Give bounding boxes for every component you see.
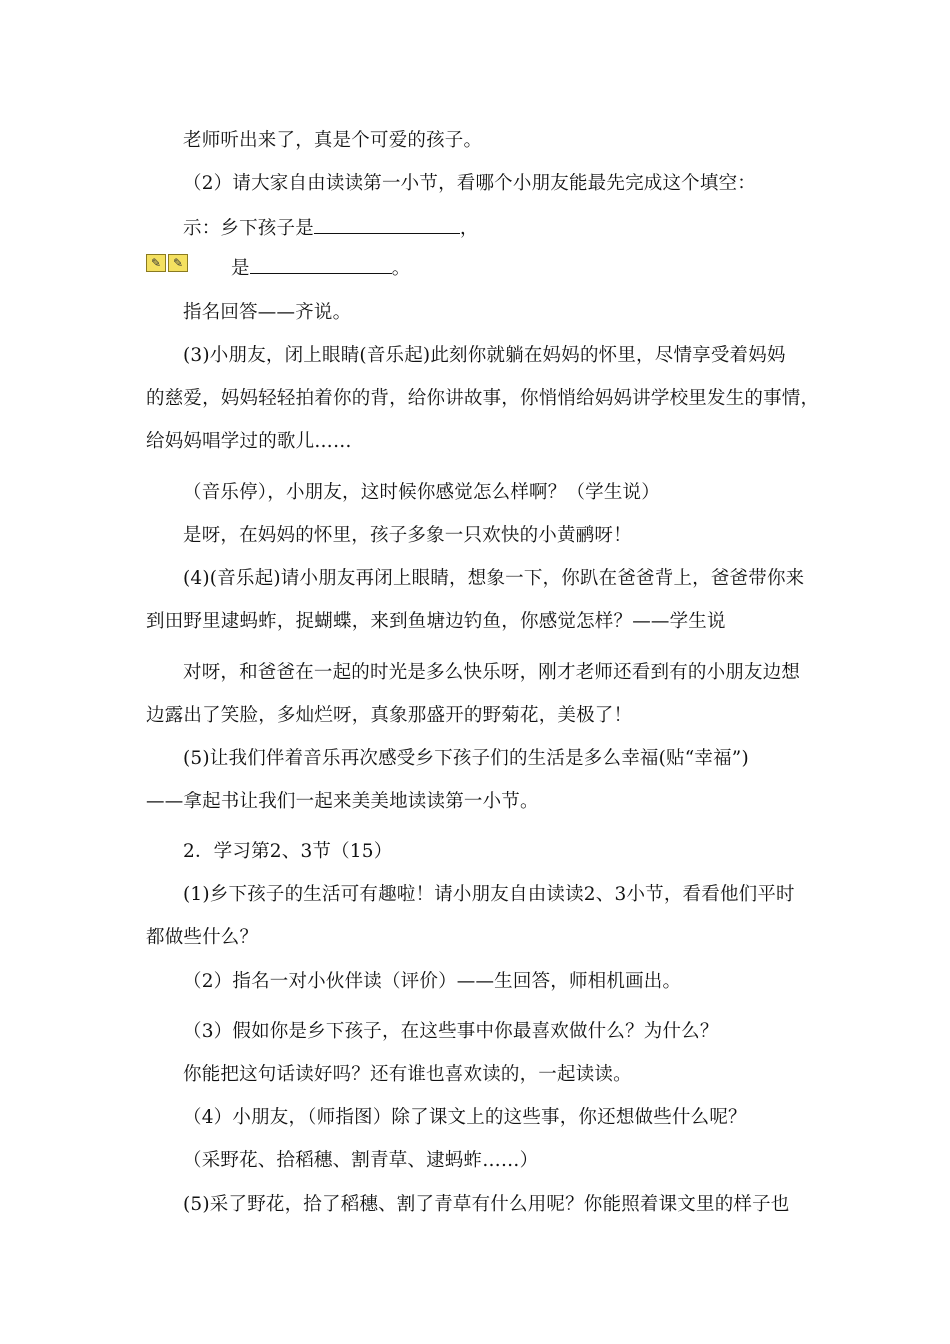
text-line: 到田野里逮蚂蚱，捉蝴蝶，来到鱼塘边钓鱼，你感觉怎样？——学生说 <box>146 611 726 632</box>
fill-blank-line-2 <box>231 255 410 281</box>
text-line: (3)小朋友，闭上眼睛(音乐起)此刻你就躺在妈妈的怀里，尽情享受着妈妈 <box>183 345 786 366</box>
blank-underline <box>250 255 392 274</box>
pencil-icon[interactable]: ✎ <box>146 254 166 272</box>
blank-underline <box>314 215 460 234</box>
text-line: 的慈爱，妈妈轻轻拍着你的背，给你讲故事，你悄悄给妈妈讲学校里发生的事情， <box>146 388 820 409</box>
pencil-icon[interactable]: ✎ <box>168 254 188 272</box>
text-line: (4)(音乐起)请小朋友再闭上眼睛，想象一下，你趴在爸爸背上，爸爸带你来 <box>183 568 805 589</box>
section-heading: 2．学习第2、3节（15） <box>183 841 393 862</box>
text-line: 你能把这句话读好吗？还有谁也喜欢读的，一起读读。 <box>183 1064 632 1085</box>
fill-blank-line-1 <box>183 215 479 241</box>
text-line: （音乐停），小朋友，这时候你感觉怎么样啊？（学生说） <box>183 482 660 503</box>
text-line: （2）请大家自由读读第一小节，看哪个小朋友能最先完成这个填空： <box>183 173 756 194</box>
text-line: 边露出了笑脸，多灿烂呀，真象那盛开的野菊花，美极了！ <box>146 705 633 726</box>
text-line: （采野花、拾稻穗、割青草、逮蚂蚱……） <box>183 1150 539 1171</box>
text-fragment: 。 <box>391 258 411 279</box>
text-line: 老师听出来了，真是个可爱的孩子。 <box>183 130 483 151</box>
text-line: ——拿起书让我们一起来美美地读读第一小节。 <box>146 791 539 812</box>
text-line: 都做些什么？ <box>146 927 259 948</box>
edit-icons[interactable] <box>146 254 190 272</box>
text-line: (5)让我们伴着音乐再次感受乡下孩子们的生活是多么幸福(贴“幸福”) <box>183 748 749 769</box>
text-line: 指名回答——齐说。 <box>183 302 352 323</box>
text-fragment: 是 <box>231 258 250 279</box>
text-line: (5)采了野花，拾了稻穗、割了青草有什么用呢？你能照着课文里的样子也 <box>183 1194 790 1215</box>
text-line: (1)乡下孩子的生活可有趣啦！请小朋友自由读读2、3小节，看看他们平时 <box>183 884 795 905</box>
text-line: 对呀，和爸爸在一起的时光是多么快乐呀，刚才老师还看到有的小朋友边想 <box>183 662 801 683</box>
text-line: 是呀，在妈妈的怀里，孩子多象一只欢快的小黄鹂呀！ <box>183 525 632 546</box>
text-line: 给妈妈唱学过的歌儿…… <box>146 431 352 452</box>
text-fragment: 示：乡下孩子是 <box>183 218 314 239</box>
text-fragment: ， <box>459 218 479 239</box>
text-line: （3）假如你是乡下孩子，在这些事中你最喜欢做什么？为什么？ <box>183 1021 719 1042</box>
text-line: （4）小朋友，（师指图）除了课文上的这些事，你还想做些什么呢？ <box>183 1107 747 1128</box>
text-line: （2）指名一对小伙伴读（评价）——生回答，师相机画出。 <box>183 971 682 992</box>
